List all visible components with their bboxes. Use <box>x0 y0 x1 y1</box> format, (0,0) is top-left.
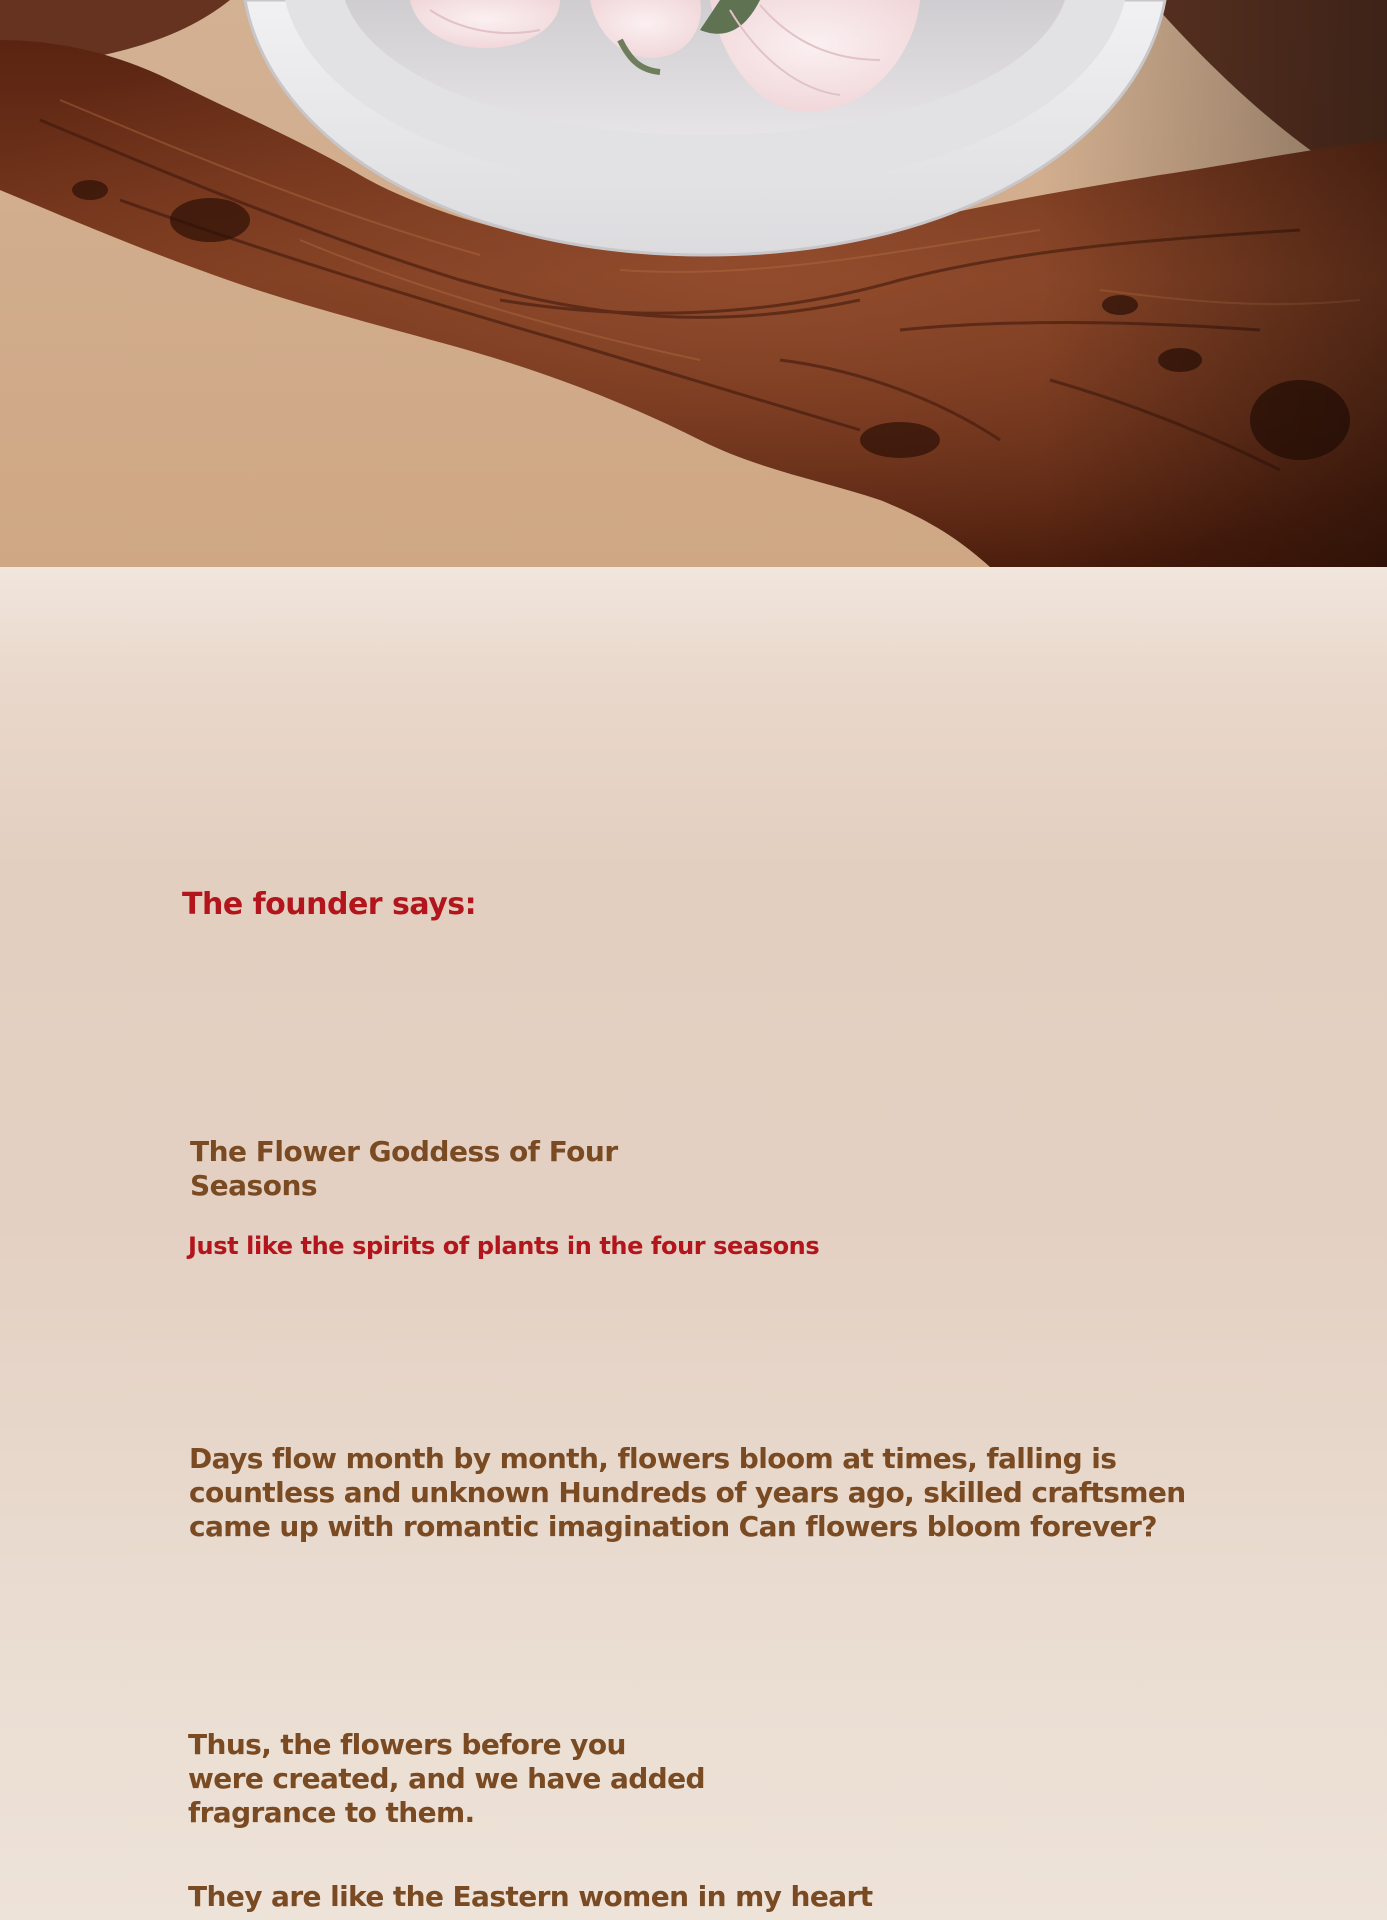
paragraph-days: Days flow month by month, flowers bloom at times, falling is countless and unknown Hundreds of years ago, skilled craftsmen came up with romantic imagination Can flowers bloom forever? <box>189 1442 1186 1543</box>
product-title: The Flower Goddess of Four Seasons <box>190 1135 618 1202</box>
flower-plate-driftwood-illustration <box>0 0 1387 567</box>
paragraph-thus: Thus, the flowers before you were created, and we have added fragrance to them. <box>188 1728 705 1829</box>
tagline: Just like the spirits of plants in the four seasons <box>188 1232 820 1260</box>
paragraph-eastern: They are like the Eastern women in my heart <box>188 1880 873 1913</box>
story-section <box>0 567 1387 1920</box>
founder-heading: The founder says: <box>182 887 477 922</box>
product-photo <box>0 0 1387 567</box>
